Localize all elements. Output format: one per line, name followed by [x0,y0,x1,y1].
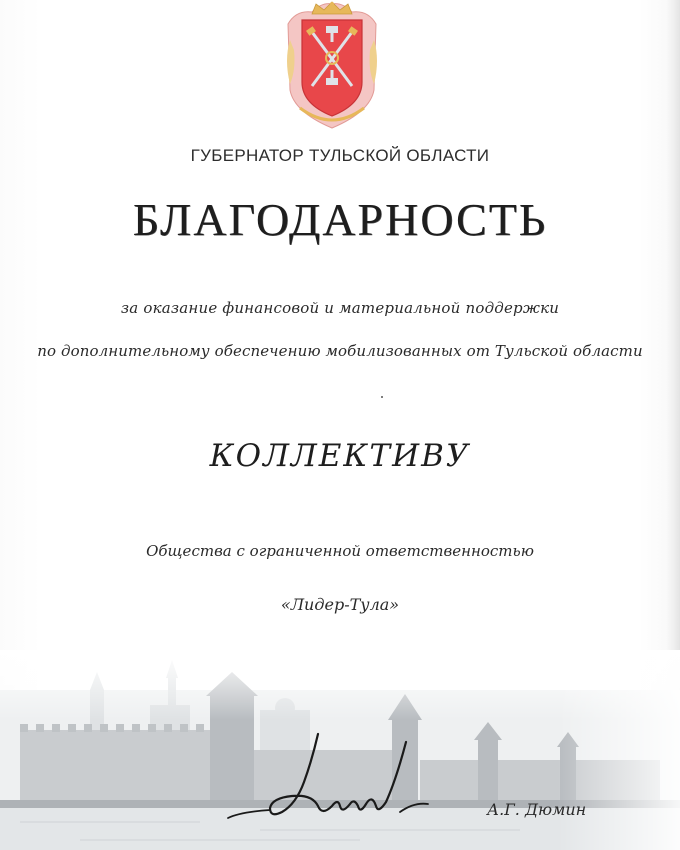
coat-of-arms-icon [282,0,382,130]
issuer-heading: ГУБЕРНАТОР ТУЛЬСКОЙ ОБЛАСТИ [190,146,490,165]
recipient-heading: КОЛЛЕКТИВУ [209,438,471,474]
signer-name: А.Г. Дюмин [487,800,587,819]
document-title: БЛАГОДАРНОСТЬ [132,194,548,245]
reason-line-1: за оказание финансовой и материальной поддержки [120,299,560,317]
stray-dot [381,396,383,398]
reason-line-2: по дополнительному обеспечению мобилизованных от Тульской области [37,342,643,360]
organization-name: «Лидер-Тула» [280,595,400,614]
signature-icon [200,720,450,835]
organization-type: Общества с ограниченной ответственностью [146,542,534,560]
